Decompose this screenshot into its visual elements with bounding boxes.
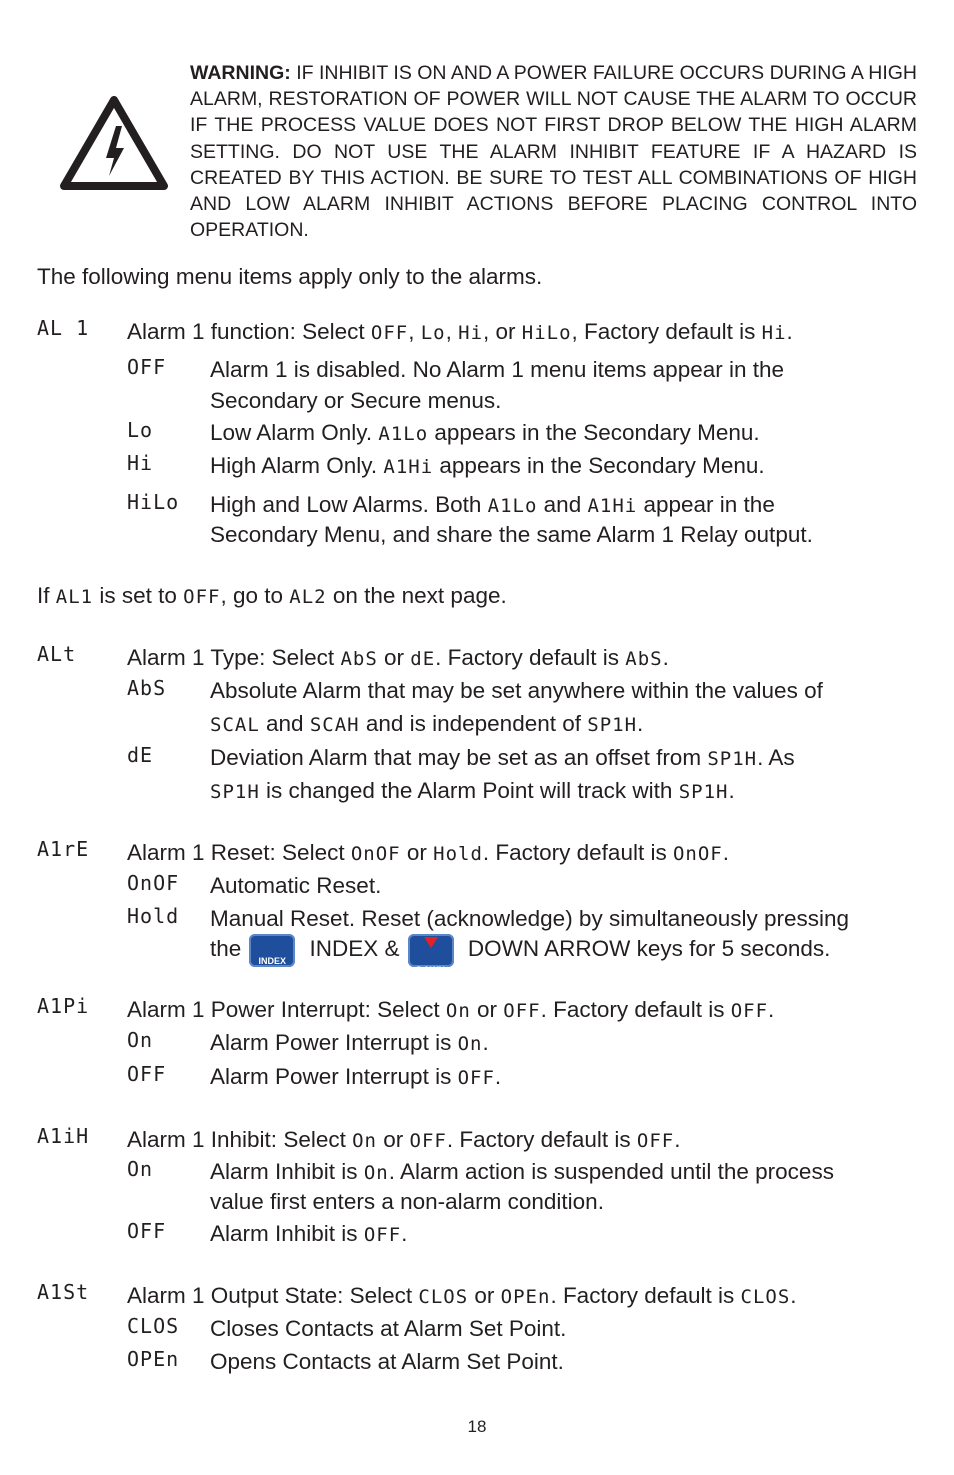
option-clos-text: Closes Contacts at Alarm Set Point. bbox=[210, 1316, 567, 1341]
menu-code-a1st: A1St bbox=[37, 1280, 90, 1304]
a1pi-description: Alarm 1 Power Interrupt: Select On or OFF. Factory default is OFF. bbox=[127, 997, 775, 1022]
option-pi-off-text: Alarm Power Interrupt is OFF. bbox=[210, 1064, 502, 1089]
option-code-on: On bbox=[127, 1157, 154, 1181]
option-code-abs: AbS bbox=[127, 676, 167, 700]
option-code-hold: Hold bbox=[127, 904, 180, 928]
intro-text: The following menu items apply only to the alarms. bbox=[37, 264, 543, 289]
menu-code-a1pi: A1Pi bbox=[37, 994, 90, 1018]
option-code-open: OPEn bbox=[127, 1347, 180, 1371]
al1-description: Alarm 1 function: Select OFF, Lo, Hi, or HiLo, Factory default is Hi. bbox=[127, 319, 793, 344]
option-hold-line1: Manual Reset. Reset (acknowledge) by simultaneously pressing bbox=[210, 906, 850, 931]
option-ih-on-line2: value first enters a non-alarm condition. bbox=[210, 1189, 604, 1214]
page-number: 18 bbox=[467, 1417, 487, 1436]
option-code-clos: CLOS bbox=[127, 1314, 180, 1338]
option-hilo-line2: Secondary Menu, and share the same Alarm 1 Relay output. bbox=[210, 522, 813, 547]
menu-code-a1re: A1rE bbox=[37, 837, 90, 861]
option-hilo-line1: High and Low Alarms. Both A1Lo and A1Hi appear in the bbox=[210, 492, 775, 517]
option-code-de: dE bbox=[127, 743, 154, 767]
a1st-description: Alarm 1 Output State: Select CLOS or OPEn. Factory default is CLOS. bbox=[127, 1283, 797, 1308]
option-abs-line1: Absolute Alarm that may be set anywhere within the values of bbox=[210, 678, 823, 703]
warning-paragraph bbox=[190, 60, 917, 243]
option-de-line2: SP1H is changed the Alarm Point will track with SP1H. bbox=[210, 778, 735, 803]
option-ih-on-line1: Alarm Inhibit is On. Alarm action is suspended until the process bbox=[210, 1159, 834, 1184]
menu-code-alt: ALt bbox=[37, 642, 77, 666]
a1re-description: Alarm 1 Reset: Select OnOF or Hold. Factory default is OnOF. bbox=[127, 840, 729, 865]
option-off-line1: Alarm 1 is disabled. No Alarm 1 menu items appear in the bbox=[210, 357, 785, 382]
option-code-hilo: HiLo bbox=[127, 490, 180, 514]
a1ih-description: Alarm 1 Inhibit: Select On or OFF. Factory default is OFF. bbox=[127, 1127, 681, 1152]
warning-body: IF INHIBIT IS ON AND A POWER FAILURE OCCURS DURING A HIGH ALARM, RESTORATION OF POWER WILL NOT CAUSE THE ALARM TO OCCUR IF THE PROCESS VALUE DOES NOT FIRST DROP BELOW THE HIGH ALARM SETTING. DO NOT USE THE ALARM INHIBIT FEATURE IF A HAZARD IS CREATED BY THIS ACTION. BE SURE TO TEST ALL COMBINATIONS OF HIGH AND LOW ALARM INHIBIT ACTIONS BEFORE PLACING CONTROL INTO OPERATION. bbox=[190, 62, 917, 242]
option-pi-on-text: Alarm Power Interrupt is On. bbox=[210, 1030, 489, 1055]
option-code-off: OFF bbox=[127, 1062, 167, 1086]
option-code-lo: Lo bbox=[127, 418, 154, 442]
goto-note: If AL1 is set to OFF, go to AL2 on the next page. bbox=[37, 583, 507, 608]
option-hold-line2: the INDEX INDEX & DOWN DOWN ARROW keys for 5 seconds. bbox=[210, 932, 830, 967]
option-lo-text: Low Alarm Only. A1Lo appears in the Secondary Menu. bbox=[210, 420, 760, 445]
option-hi-text: High Alarm Only. A1Hi appears in the Secondary Menu. bbox=[210, 453, 765, 478]
menu-code-al1: AL 1 bbox=[37, 316, 90, 340]
option-ih-off-text: Alarm Inhibit is OFF. bbox=[210, 1221, 408, 1246]
option-off-line2: Secondary or Secure menus. bbox=[210, 388, 502, 413]
down-arrow-key-icon: DOWN bbox=[408, 934, 454, 967]
option-de-line1: Deviation Alarm that may be set as an offset from SP1H. As bbox=[210, 745, 795, 770]
option-code-off: OFF bbox=[127, 355, 167, 379]
index-key-icon: INDEX bbox=[249, 934, 295, 967]
option-open-text: Opens Contacts at Alarm Set Point. bbox=[210, 1349, 564, 1374]
alt-description: Alarm 1 Type: Select AbS or dE. Factory default is AbS. bbox=[127, 645, 669, 670]
option-code-off: OFF bbox=[127, 1219, 167, 1243]
warning-label: WARNING: bbox=[190, 62, 291, 84]
option-code-hi: Hi bbox=[127, 451, 154, 475]
option-abs-line2: SCAL and SCAH and is independent of SP1H. bbox=[210, 711, 644, 736]
option-code-on: On bbox=[127, 1028, 154, 1052]
option-code-onof: OnOF bbox=[127, 871, 180, 895]
option-onof-text: Automatic Reset. bbox=[210, 873, 382, 898]
menu-code-a1ih: A1iH bbox=[37, 1124, 90, 1148]
warning-high-voltage-icon bbox=[60, 96, 168, 190]
